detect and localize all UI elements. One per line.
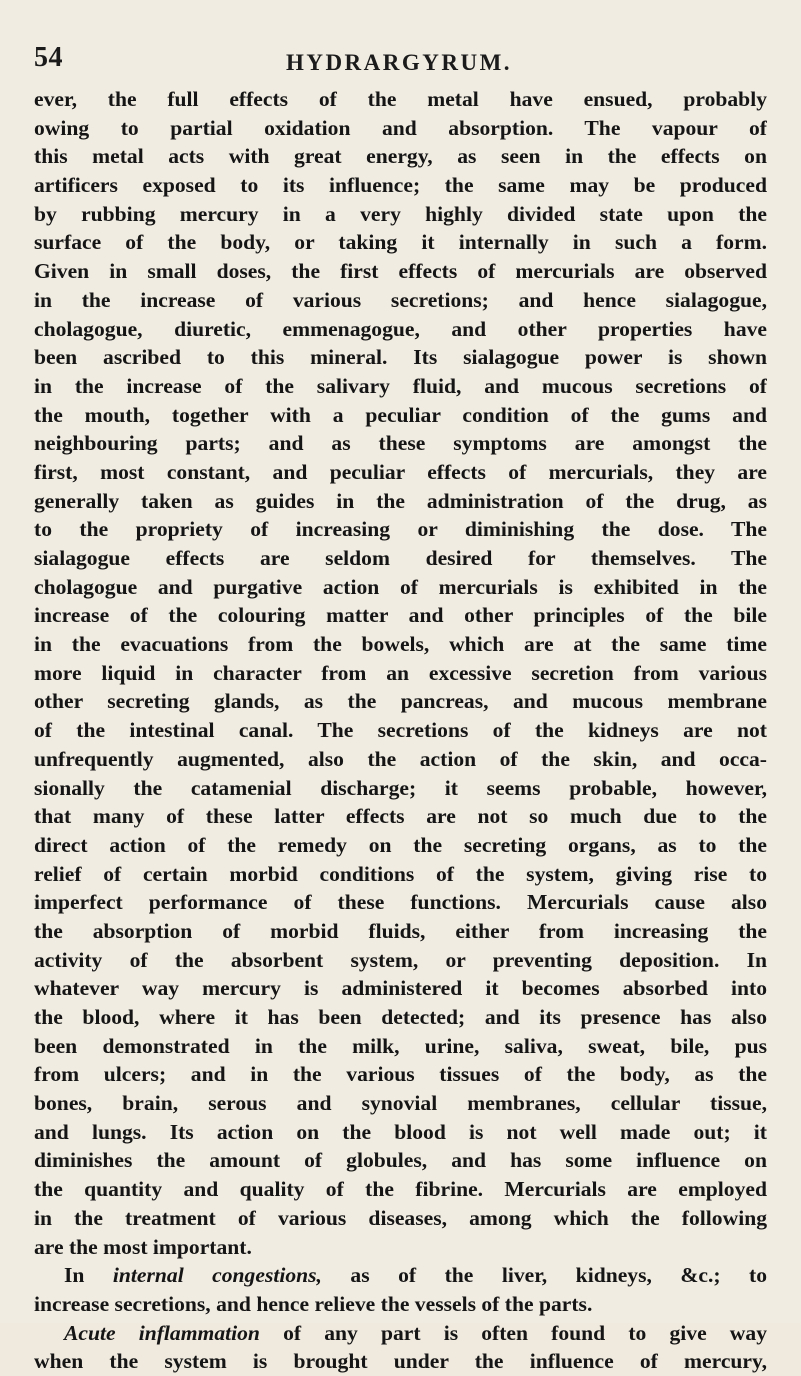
text-line: the absorption of morbid fluids, either from increasing the	[34, 918, 767, 943]
text-line: in the treatment of various diseases, among which the following	[34, 1205, 767, 1230]
text-line: sionally the catamenial discharge; it seems probable, however,	[34, 775, 767, 800]
text-line: imperfect performance of these functions. Mercurials cause also	[34, 890, 767, 915]
text-line: artificers exposed to its influence; the same may be produced	[34, 173, 767, 198]
running-title: HYDRARGYRUM.	[285, 50, 513, 75]
para2-italic-phrase: internal congestions,	[112, 1263, 322, 1288]
text-line: cholagogue, diuretic, emmenagogue, and other properties have	[34, 316, 767, 341]
page-number: 54	[34, 42, 63, 73]
text-line: cholagogue and purgative action of mercurials is exhibited in the	[34, 574, 767, 599]
text-line: direct action of the remedy on the secreting organs, as to the	[34, 832, 767, 857]
text-line: activity of the absorbent system, or preventing deposition. In	[34, 947, 767, 972]
text-line: Given in small doses, the first effects of mercurials are observed	[34, 259, 767, 284]
text-line: the quantity and quality of the fibrine. Mercurials are employed	[34, 1177, 767, 1202]
text-line: and lungs. Its action on the blood is not well made out; it	[34, 1119, 767, 1144]
text-line: that many of these latter effects are not so much due to the	[34, 804, 767, 829]
text-line: in the increase of various secretions; and hence sialagogue,	[34, 287, 767, 312]
text-line: other secreting glands, as the pancreas, and mucous membrane	[34, 689, 767, 714]
text-line: in the evacuations from the bowels, which are at the same time	[34, 632, 767, 657]
paragraph-2-line-2: increase secretions, and hence relieve the vessels of the parts.	[34, 1291, 593, 1316]
para3-italic-phrase: Acute inflammation	[64, 1320, 260, 1345]
text-line: to the propriety of increasing or diminishing the dose. The	[34, 517, 767, 542]
text-line: sialagogue effects are seldom desired for themselves. The	[34, 546, 767, 570]
text-line: the blood, where it has been detected; and its presence has also	[34, 1005, 767, 1029]
text-line: first, most constant, and peculiar effects of mercurials, they are	[34, 459, 767, 484]
para2-lead: In	[64, 1263, 113, 1288]
text-line: unfrequently augmented, also the action of the skin, and occa-	[34, 746, 767, 771]
text-line: from ulcers; and in the various tissues of the body, as the	[34, 1062, 767, 1087]
text-line: in the increase of the salivary fluid, and mucous secretions of	[34, 373, 767, 398]
text-line: increase of the colouring matter and other principles of the bile	[34, 603, 767, 628]
text-line: more liquid in character from an excessive secretion from various	[34, 660, 767, 685]
text-line: neighbouring parts; and as these symptoms are amongst the	[34, 431, 767, 456]
text-line: by rubbing mercury in a very highly divided state upon the	[34, 201, 767, 226]
text-line: owing to partial oxidation and absorption. The vapour of	[34, 115, 767, 140]
text-line: relief of certain morbid conditions of the system, giving rise to	[34, 861, 767, 886]
text-line: ever, the full effects of the metal have ensued, probably	[34, 87, 767, 111]
body-text	[34, 85, 767, 1376]
para3-rest: of any part is often found to give way	[259, 1320, 767, 1345]
text-line: of the intestinal canal. The secretions of the kidneys are not	[34, 718, 767, 743]
text-line: diminishes the amount of globules, and has some influence on	[34, 1148, 767, 1173]
text-line: the mouth, together with a peculiar condition of the gums and	[34, 402, 767, 427]
text-line: surface of the body, or taking it internally in such a form.	[34, 230, 767, 255]
text-line: generally taken as guides in the administration of the drug, as	[34, 488, 767, 513]
paragraph-2-line-1	[34, 1261, 767, 1290]
text-line: bones, brain, serous and synovial membranes, cellular tissue,	[34, 1091, 767, 1116]
text-line: been demonstrated in the milk, urine, saliva, sweat, bile, pus	[34, 1033, 767, 1058]
text-line: been ascribed to this mineral. Its sialagogue power is shown	[34, 345, 767, 370]
running-head	[34, 42, 764, 82]
para2-rest: as of the liver, kidneys, &c.; to	[321, 1263, 767, 1288]
paragraph-3-line-2: when the system is brought under the influence of mercury,	[34, 1349, 767, 1374]
paragraph-1	[34, 85, 767, 1261]
text-line: are the most important.	[34, 1234, 252, 1259]
text-line: this metal acts with great energy, as seen in the effects on	[34, 144, 767, 169]
text-line: whatever way mercury is administered it becomes absorbed into	[34, 976, 767, 1001]
